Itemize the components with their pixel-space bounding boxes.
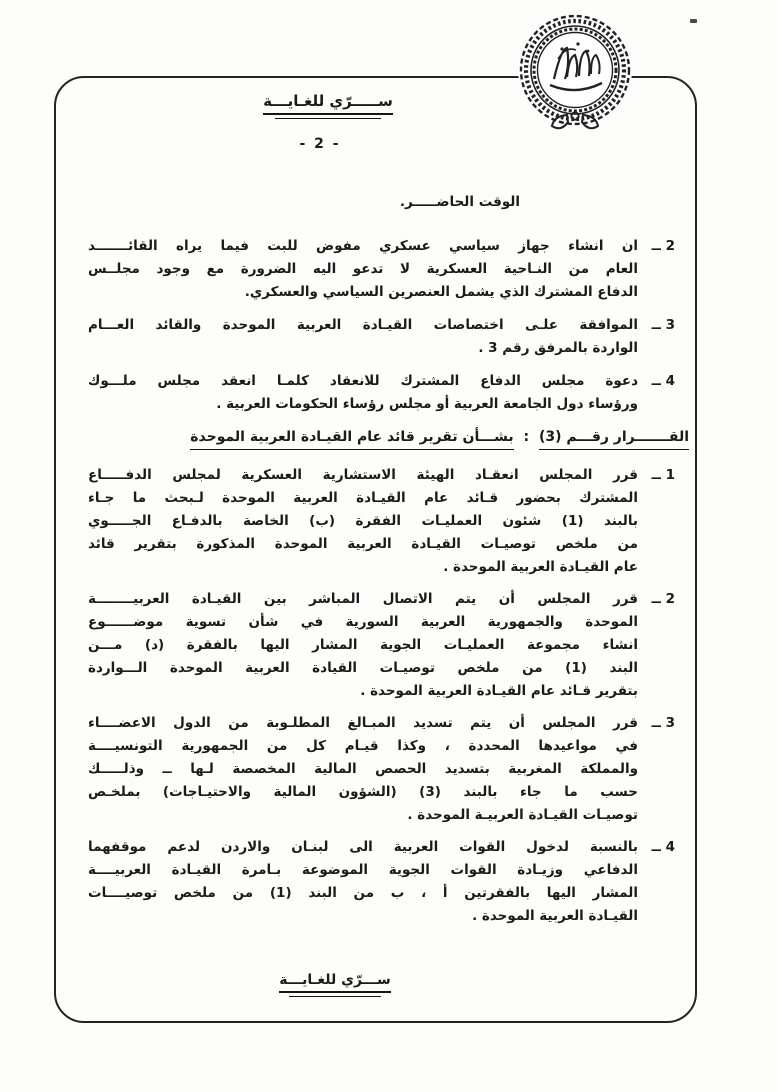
item-number: 3 ــ <box>651 715 675 731</box>
classification-label: ســـــرّي للغـايـــة <box>263 92 393 115</box>
heading-subject: بشـــأن تقرير قائد عام القيـادة العربية الموحدة <box>190 429 513 450</box>
text-line: البند (1) من ملخص توصيـات القيادة العربية الموحدة الـــواردة <box>88 660 638 676</box>
text-line: توصيـات القيـادة العربيـة الموحدة . <box>407 807 638 823</box>
text-line: في مواعيدها المحددة ، وكذا قيـام كل من الجمهورية التونسيــــة <box>88 738 638 754</box>
document-body <box>88 191 689 937</box>
text-line: عام القيـادة العربية الموحدة . <box>443 559 638 575</box>
text-line: من ملخص توصيـات القيـادة العربية الموحدة المذكورة بتقرير قائد <box>88 536 638 552</box>
numbered-paragraph <box>88 588 675 703</box>
item-number: 4 ــ <box>651 839 675 855</box>
item-number: 4 ــ <box>651 373 675 389</box>
page-number: - 2 - <box>299 136 341 152</box>
text-line: قرر المجلس أن يتم تسديد المبـالغ المطلـوبة من الدول الاعضــــاء <box>88 715 638 731</box>
classification-label: ســـرّي للغـايـــة <box>279 972 391 993</box>
text-line: انشاء مجموعة العمليـات الجوية المشار اليها بالفقرة (د) مـــن <box>88 637 638 653</box>
continuation-line: الوقت الحاضـــــر. <box>399 194 520 210</box>
decision-3-heading <box>82 426 689 449</box>
item-number: 1 ــ <box>651 467 675 483</box>
heading-separator: : <box>518 429 534 445</box>
item-number: 2 ــ <box>651 238 675 254</box>
text-line: قرر المجلس أن يتم الاتصال المباشر بين القيـادة العربيــــــــة <box>88 591 638 607</box>
classification-banner-top <box>233 92 423 115</box>
text-line: المشترك بحضور قـائد عام القيـادة العربية الموحدة لـبحث ما جـاء <box>88 490 638 506</box>
text-line: المشار اليها بالفقرتين أ ، ب من البند (1) من ملخص توصيــــات <box>88 885 638 901</box>
decision-3-items <box>88 464 675 928</box>
text-line: الموحدة والجمهورية العربية السورية في شأن تسوية موضــــــوع <box>88 614 638 630</box>
text-line: الموافقة علـى اختصاصات القيـادة العربية الموحدة والقائد العـــام <box>88 317 638 333</box>
text-line: قرر المجلس انعقـاد الهيئة الاستشارية العسكرية لمجلس الدفـــــاع <box>88 467 638 483</box>
text-line: الدفاع المشترك الذي يشمل العنصرين السياسي والعسكري. <box>244 284 638 300</box>
text-line: الواردة بالمرفق رقم 3 . <box>478 340 638 356</box>
item-number: 3 ــ <box>651 317 675 333</box>
text-line: بالنسبة لدخول القوات العربية الى لبنـان والاردن لدعم موقفهما <box>88 839 638 855</box>
text-line: ان انشاء جهاز سياسي عسكري مفوض للبت فيما يراه القائـــــــد <box>88 238 638 254</box>
text-line: الدفاعي وزيـادة القوات الجوية الموضوعة بـامرة القيـادة العربيــــة <box>88 862 638 878</box>
text-line: والمملكة المغربية بتسديد الحصص المالية المخصصة لـها ــ وذلـــــك <box>88 761 638 777</box>
text-line: القيـادة العربية الموحدة . <box>472 908 638 924</box>
text-line: حسب ما جاء بالبند (3) (الشؤون المالية والاحتيـاجات) بملخـص <box>88 784 638 800</box>
numbered-paragraph <box>88 464 675 579</box>
text-line: دعوة مجلس الدفاع المشترك للانعقاد كلمـا انعقد مجلس ملـــوك <box>88 373 638 389</box>
numbered-paragraph <box>88 235 675 304</box>
numbered-paragraph <box>88 314 675 360</box>
heading-decision-number: القـــــــرار رقـــم (3) <box>539 429 689 450</box>
text-line: بالبند (1) شئون العمليـات الفقرة (ب) الخاصة بالدفـاع الجـــــوي <box>88 513 638 529</box>
resolution-2-items <box>88 235 675 416</box>
item-number: 2 ــ <box>651 591 675 607</box>
numbered-paragraph <box>88 370 675 416</box>
text-line: ورؤساء دول الجامعة العربية أو مجلس رؤساء الحكومات العربية . <box>216 396 638 412</box>
numbered-paragraph <box>88 712 675 827</box>
arab-league-emblem-icon <box>514 11 636 135</box>
classification-banner-bottom <box>260 972 410 993</box>
text-line: بتقرير قـائد عام القيـادة العربية الموحدة . <box>360 683 638 699</box>
numbered-paragraph <box>88 836 675 928</box>
text-line: العام من النـاحية العسكرية لا تدعو اليه الضرورة مع وجود مجلــس <box>88 261 638 277</box>
scan-speck <box>690 19 697 23</box>
